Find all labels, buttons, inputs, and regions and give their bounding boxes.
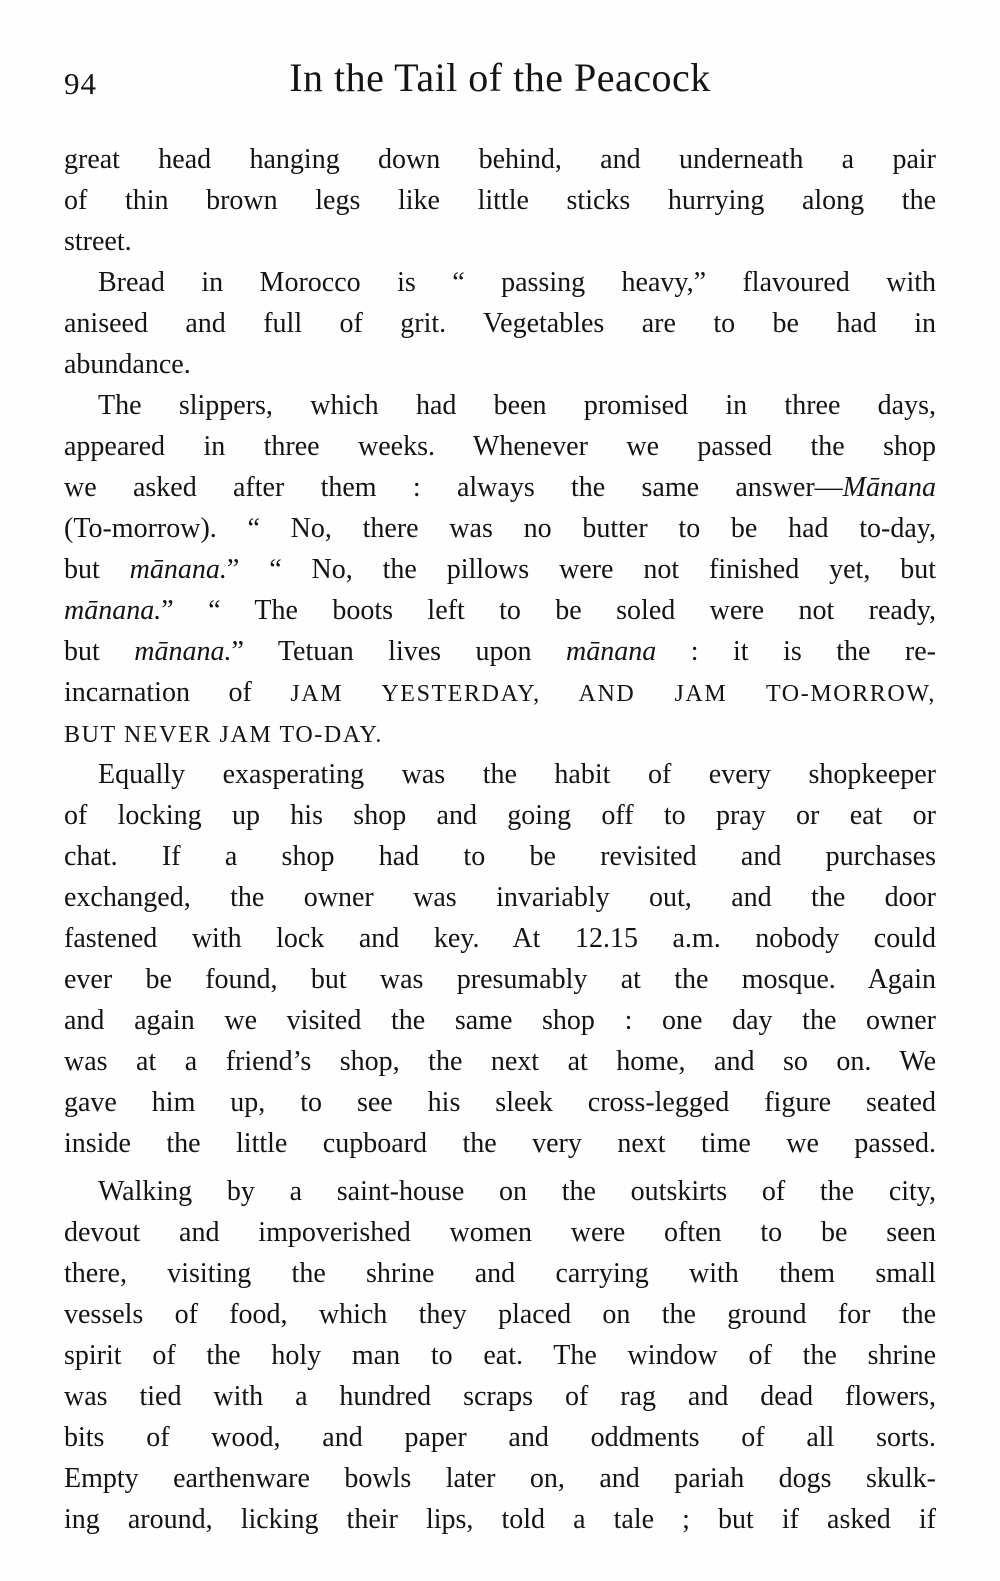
text-line (64, 1499, 936, 1540)
text-line (64, 918, 936, 959)
body-text-run: (To-morrow). “ No, there was no butter to be had to-day, (64, 513, 936, 544)
text-line (64, 959, 936, 1000)
body-text-run: bits of wood, and paper and oddments of all sorts. (64, 1422, 936, 1453)
text-line (64, 836, 936, 877)
text-line (64, 1458, 936, 1499)
text-line (64, 1171, 936, 1212)
text-line (64, 1253, 936, 1294)
body-text-run: ever be found, but was presumably at the mosque. Again (64, 964, 936, 995)
body-text-run: was at a friend’s shop, the next at home, and so on. We (64, 1046, 936, 1077)
body-text-run: Empty earthenware bowls later on, and pariah dogs skulk- (64, 1463, 936, 1494)
text-line (64, 508, 936, 549)
body-text-run: devout and impoverished women were often to be seen (64, 1217, 936, 1248)
body-text-run: was tied with a hundred scraps of rag and dead flowers, (64, 1381, 936, 1412)
body-text-run: fastened with lock and key. At 12.15 a.m. nobody could (64, 923, 936, 954)
body-text-run: of thin brown legs like little sticks hurrying along the (64, 185, 936, 216)
text-line (64, 180, 936, 221)
italic-text: mānana (566, 636, 657, 667)
italic-text: mānana. (129, 554, 227, 585)
body-text-run: aniseed and full of grit. Vegetables are to be had in (64, 308, 936, 339)
text-line (64, 1123, 936, 1164)
body-text-run: : it is the re- (656, 636, 937, 667)
page-title: In the Tail of the Peacock (289, 55, 711, 100)
body-text-run: street. (64, 226, 132, 257)
body-text-run: great head hanging down behind, and underneath a pair (64, 144, 936, 175)
body-text-run: spirit of the holy man to eat. The window of the shrine (64, 1340, 936, 1371)
body-text-run: Bread in Morocco is “ passing heavy,” flavoured with (98, 267, 936, 298)
text-line (64, 631, 936, 672)
body-text-run: but (64, 554, 130, 585)
text-line (64, 590, 936, 631)
text-line (64, 1417, 936, 1458)
text-line (64, 303, 936, 344)
body-text-run: inside the little cupboard the very next time we passed. (64, 1128, 936, 1159)
body-text-run: chat. If a shop had to be revisited and purchases (64, 841, 936, 872)
body-text-run: Equally exasperating was the habit of every shopkeeper (98, 759, 936, 790)
body-text-run: vessels of food, which they placed on the ground for the (64, 1299, 936, 1330)
text-line (64, 754, 936, 795)
text-line (64, 1376, 936, 1417)
text-line (64, 426, 936, 467)
body-text-run: ” “ No, the pillows were not finished yet, but (226, 554, 936, 585)
body-text-run: The slippers, which had been promised in three days, (98, 390, 936, 421)
text-line (64, 1335, 936, 1376)
text-line (64, 1082, 936, 1123)
body-text-run: but (64, 636, 135, 667)
smallcaps-text: JAM YESTERDAY, AND JAM TO-MORROW, (290, 681, 936, 707)
body-text-run: there, visiting the shrine and carrying with them small (64, 1258, 936, 1289)
body-text-run: appeared in three weeks. Whenever we passed the shop (64, 431, 936, 462)
body-text-run: ” “ The boots left to be soled were not ready, (161, 595, 936, 626)
text-line (64, 1000, 936, 1041)
body-text-run: of locking up his shop and going off to pray or eat or (64, 800, 936, 831)
text-line (64, 1041, 936, 1082)
text-line (64, 467, 936, 508)
smallcaps-text: BUT NEVER JAM TO-DAY. (64, 722, 383, 748)
text-line (64, 385, 936, 426)
text-line (64, 549, 936, 590)
text-line (64, 262, 936, 303)
body-text-run: incarnation of (64, 677, 291, 708)
italic-text: Mānana (842, 472, 936, 503)
text-line (64, 877, 936, 918)
text-line (64, 344, 936, 385)
italic-text: mānana. (64, 595, 162, 626)
body-text-run: gave him up, to see his sleek cross-legged figure seated (64, 1087, 936, 1118)
body-text-run: we asked after them : always the same answer— (64, 472, 843, 503)
body-text-run: exchanged, the owner was invariably out, and the door (64, 882, 936, 913)
text-line (64, 713, 936, 754)
running-header (64, 55, 936, 106)
text-line (64, 221, 936, 262)
italic-text: mānana. (134, 636, 232, 667)
body-text-run: abundance. (64, 349, 191, 380)
body-text-run: ” Tetuan lives upon (231, 636, 567, 667)
text-line (64, 139, 936, 180)
body-text-run: ing around, licking their lips, told a tale ; but if asked if (64, 1504, 936, 1535)
body-text (64, 139, 936, 1540)
text-line (64, 672, 936, 713)
page-number: 94 (64, 66, 97, 101)
body-text-run: and again we visited the same shop : one day the owner (64, 1005, 936, 1036)
text-line (64, 795, 936, 836)
text-line (64, 1212, 936, 1253)
body-text-run: Walking by a saint-house on the outskirts of the city, (98, 1176, 936, 1207)
text-line (64, 1294, 936, 1335)
